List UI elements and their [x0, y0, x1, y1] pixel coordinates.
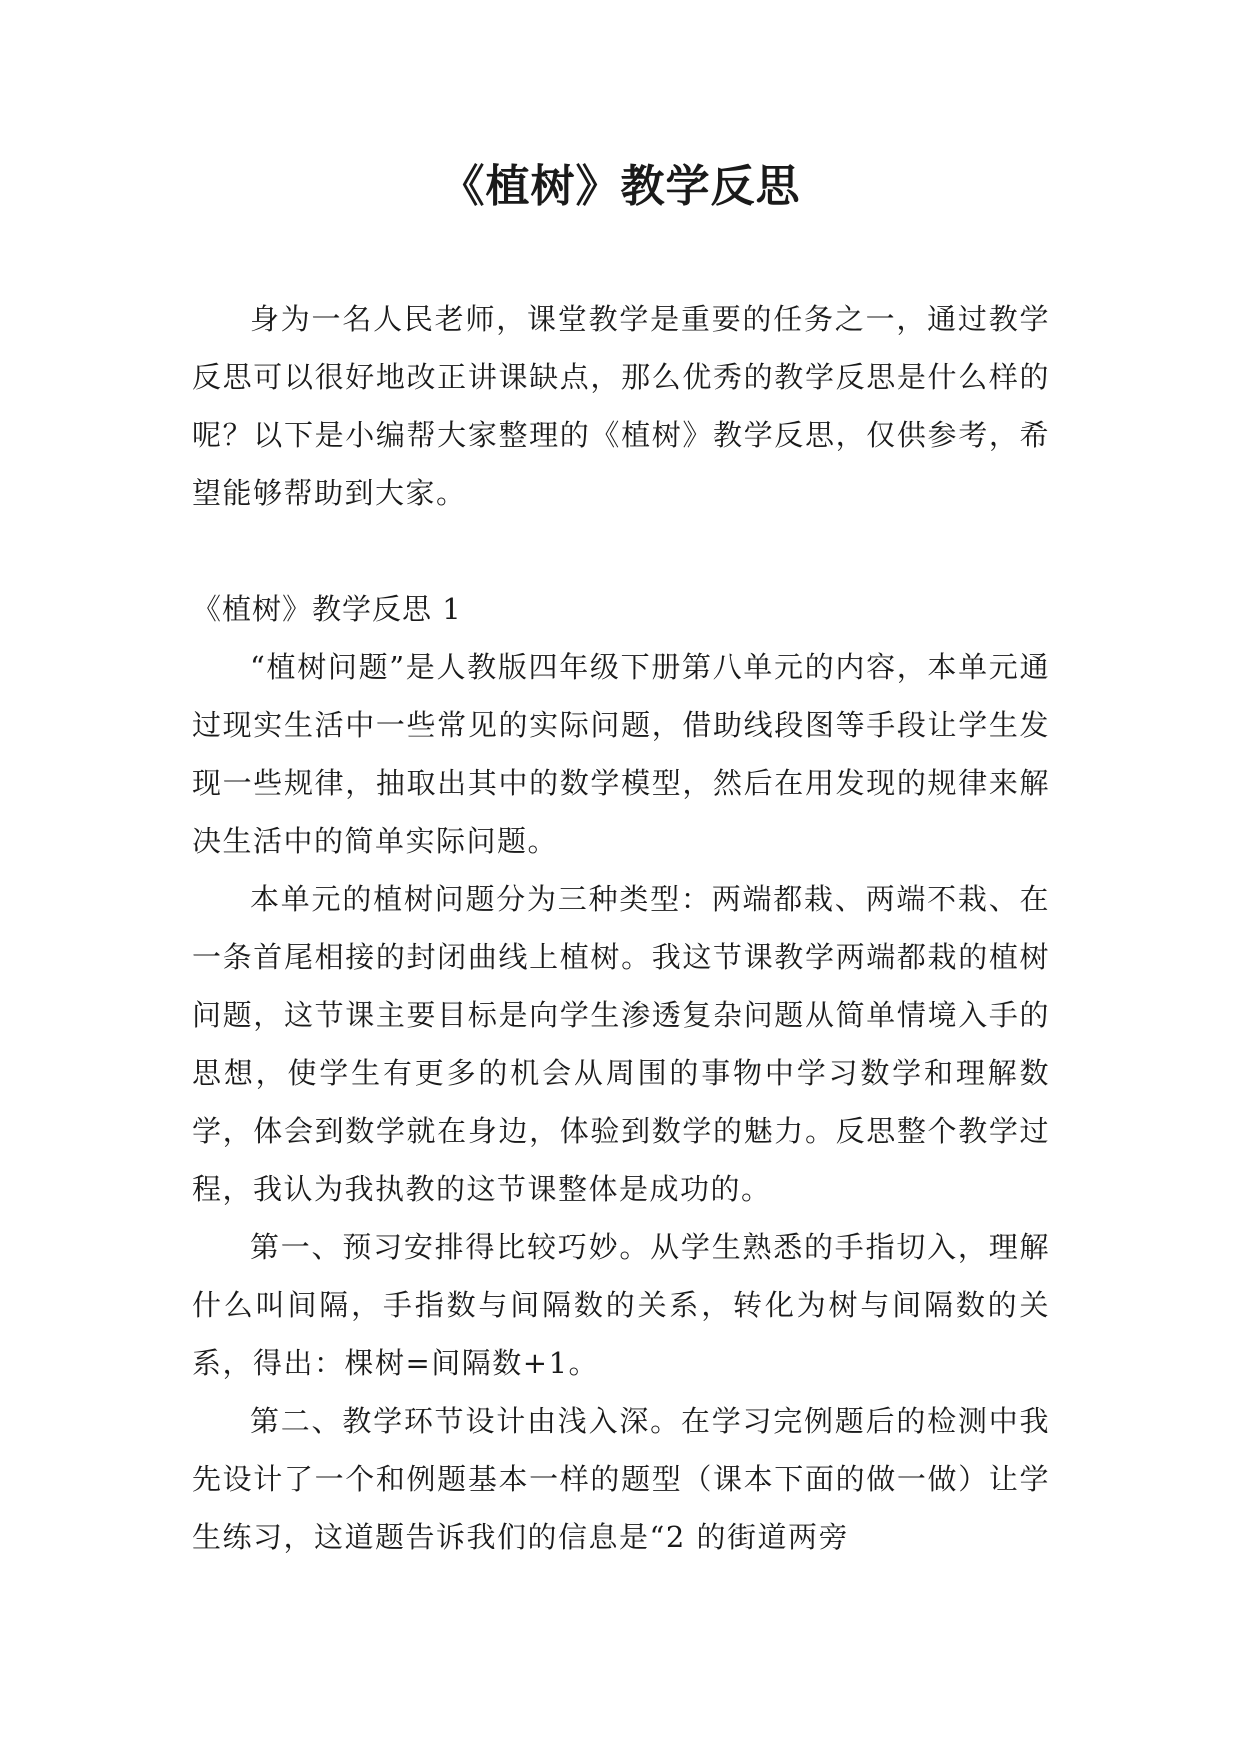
section-paragraph: “植树问题”是人教版四年级下册第八单元的内容，本单元通过现实生活中一些常见的实际问题，借助线段图等手段让学生发现一些规律，抽取出其中的数学模型，然后在用发现的规律来解决生活中的简单实际问题。: [192, 650, 1050, 858]
document-body: [192, 290, 1050, 1566]
paragraph-gap: [192, 522, 1050, 580]
document-title: 《植树》教学反思: [440, 161, 801, 212]
section-paragraph: 本单元的植树问题分为三种类型：两端都栽、两端不栽、在一条首尾相接的封闭曲线上植树。我这节课教学两端都栽的植树问题，这节课主要目标是向学生渗透复杂问题从简单情境入手的思想，使学生有更多的机会从周围的事物中学习数学和理解数学，体会到数学就在身边，体验到数学的魅力。反思整个教学过程，我认为我执教的这节课整体是成功的。: [192, 882, 1050, 1206]
intro-paragraph: 身为一名人民老师，课堂教学是重要的任务之一，通过教学反思可以很好地改正讲课缺点，那么优秀的教学反思是什么样的呢？以下是小编帮大家整理的《植树》教学反思，仅供参考，希望能够帮助到大家。: [192, 302, 1050, 510]
section-paragraph: 第一、预习安排得比较巧妙。从学生熟悉的手指切入，理解什么叫间隔，手指数与间隔数的关系，转化为树与间隔数的关系，得出：棵树=间隔数+1。: [192, 1230, 1050, 1380]
section-heading: 《植树》教学反思 1: [192, 592, 462, 626]
section-paragraph: 第二、教学环节设计由浅入深。在学习完例题后的检测中我先设计了一个和例题基本一样的题型（课本下面的做一做）让学生练习，这道题告诉我们的信息是“2 的街道两旁: [192, 1404, 1050, 1554]
